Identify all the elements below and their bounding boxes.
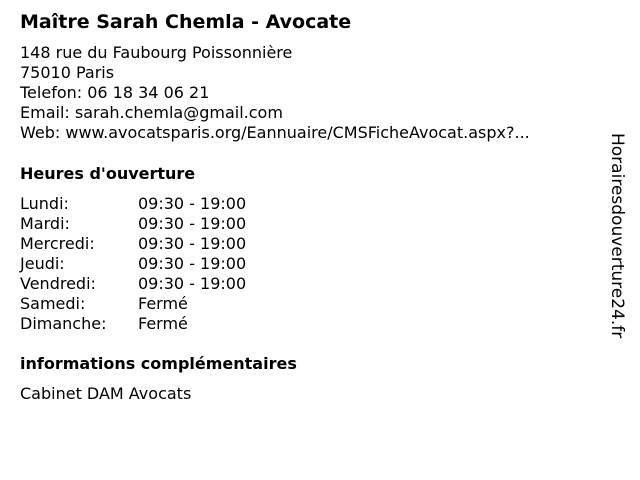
- day-time: Fermé: [138, 314, 188, 333]
- address-street: 148 rue du Faubourg Poissonnière: [20, 43, 293, 62]
- day-time: 09:30 - 19:00: [138, 234, 247, 253]
- hours-row-sunday: [20, 314, 246, 334]
- day-label: Dimanche:: [20, 314, 107, 333]
- extra-info-text: Cabinet DAM Avocats: [20, 384, 192, 403]
- page-title: Maître Sarah Chemla - Avocate: [20, 11, 352, 33]
- day-label: Samedi:: [20, 294, 86, 313]
- day-label: Jeudi:: [20, 254, 65, 273]
- hours-row-friday: [20, 274, 246, 294]
- brand-watermark: Horairesdouverture24.fr: [607, 133, 627, 339]
- hours-row-saturday: [20, 294, 246, 314]
- hours-row-thursday: [20, 254, 246, 274]
- day-time: 09:30 - 19:00: [138, 214, 247, 233]
- address-city: 75010 Paris: [20, 63, 115, 82]
- web-line: Web: www.avocatsparis.org/Eannuaire/CMSFicheAvocat.aspx?...: [20, 123, 530, 142]
- extra-info-heading: informations complémentaires: [20, 354, 297, 373]
- day-time: 09:30 - 19:00: [138, 274, 247, 293]
- day-time: 09:30 - 19:00: [138, 254, 247, 273]
- day-label: Lundi:: [20, 194, 69, 213]
- day-time: Fermé: [138, 294, 188, 313]
- hours-row-tuesday: [20, 214, 246, 234]
- hours-row-monday: [20, 194, 246, 214]
- contact-info: [20, 43, 530, 143]
- hours-row-wednesday: [20, 234, 246, 254]
- hours-list: [20, 194, 246, 334]
- day-label: Vendredi:: [20, 274, 96, 293]
- phone-line: Telefon: 06 18 34 06 21: [20, 83, 210, 102]
- email-line: Email: sarah.chemla@gmail.com: [20, 103, 283, 122]
- hours-heading: Heures d'ouverture: [20, 164, 196, 183]
- day-label: Mardi:: [20, 214, 70, 233]
- day-label: Mercredi:: [20, 234, 95, 253]
- day-time: 09:30 - 19:00: [138, 194, 247, 213]
